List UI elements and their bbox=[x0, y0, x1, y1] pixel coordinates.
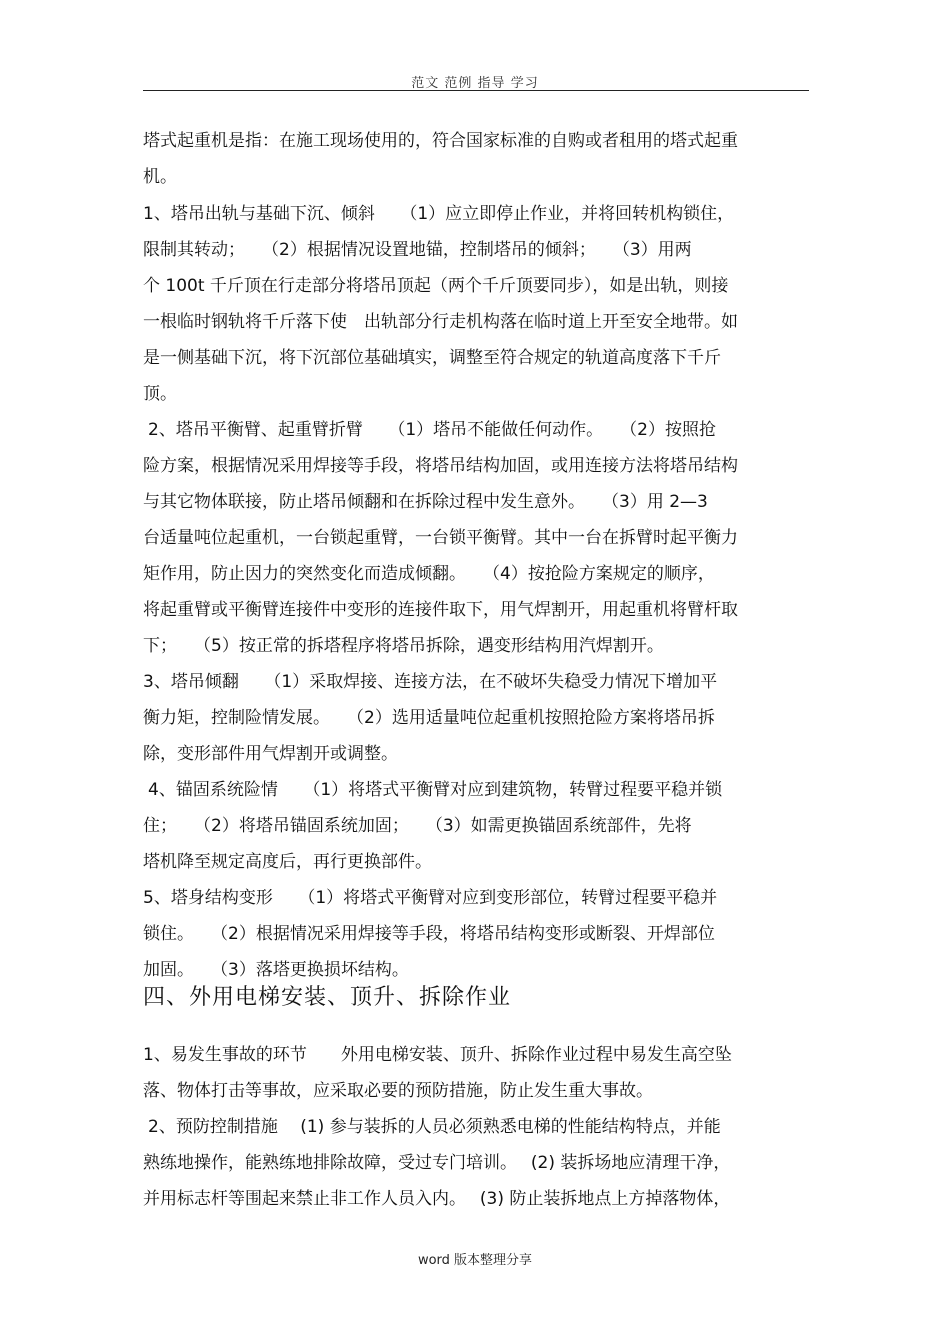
section-heading: 四、外用电梯安装、顶升、拆除作业 bbox=[143, 985, 512, 1010]
body-line: 矩作用，防止因力的突然变化而造成倾翻。 （4）按抢险方案规定的顺序， bbox=[143, 564, 715, 584]
body-line: 1、塔吊出轨与基础下沉、倾斜 （1）应立即停止作业，并将回转机构锁住， bbox=[143, 204, 735, 224]
body-line: 机。 bbox=[143, 167, 177, 187]
body-line: 衡力矩，控制险情发展。 （2）选用适量吨位起重机按照抢险方案将塔吊拆 bbox=[143, 708, 715, 728]
body-line: 2、塔吊平衡臂、起重臂折臂 （1）塔吊不能做任何动作。 （2）按照抢 bbox=[148, 420, 716, 440]
body-line: 锁住。 （2）根据情况采用焊接等手段，将塔吊结构变形或断裂、开焊部位 bbox=[143, 924, 715, 944]
body-line: 是一侧基础下沉，将下沉部位基础填实，调整至符合规定的轨道高度落下千斤 bbox=[143, 348, 721, 368]
body-line: 除，变形部件用气焊割开或调整。 bbox=[143, 744, 398, 764]
body-line: 3、塔吊倾翻 （1）采取焊接、连接方法，在不破坏失稳受力情况下增加平 bbox=[143, 672, 718, 692]
body-line: 塔机降至规定高度后，再行更换部件。 bbox=[143, 852, 432, 872]
header-divider bbox=[143, 90, 809, 91]
section-line: 2、预防控制措施 (1) 参与装拆的人员必须熟悉电梯的性能结构特点，并能 bbox=[148, 1117, 721, 1137]
body-line: 台适量吨位起重机，一台锁起重臂，一台锁平衡臂。其中一台在拆臂时起平衡力 bbox=[143, 528, 738, 548]
section-line: 熟练地操作，能熟练地排除故障，受过专门培训。 (2) 装拆场地应清理干净， bbox=[143, 1153, 731, 1173]
body-line: 一根临时钢轨将千斤落下使 出轨部分行走机构落在临时道上开至安全地带。如 bbox=[143, 312, 738, 332]
body-line: 4、锚固系统险情 （1）将塔式平衡臂对应到建筑物，转臂过程要平稳并锁 bbox=[148, 780, 723, 800]
body-line: 限制其转动； （2）根据情况设置地锚，控制塔吊的倾斜； （3）用两 bbox=[143, 240, 692, 260]
body-line: 顶。 bbox=[143, 384, 177, 404]
body-line: 将起重臂或平衡臂连接件中变形的连接件取下，用气焊割开，用起重机将臂杆取 bbox=[143, 600, 738, 620]
body-line: 个 100t 千斤顶在行走部分将塔吊顶起（两个千斤顶要同步），如是出轨，则接 bbox=[143, 276, 729, 296]
body-line: 5、塔身结构变形 （1）将塔式平衡臂对应到变形部位，转臂过程要平稳并 bbox=[143, 888, 718, 908]
section-line: 1、易发生事故的环节 外用电梯安装、顶升、拆除作业过程中易发生高空坠 bbox=[143, 1045, 732, 1065]
body-line: 塔式起重机是指：在施工现场使用的，符合国家标准的自购或者租用的塔式起重 bbox=[143, 131, 738, 151]
body-line: 住； （2）将塔吊锚固系统加固； （3）如需更换锚固系统部件，先将 bbox=[143, 816, 692, 836]
body-line: 下； （5）按正常的拆塔程序将塔吊拆除，遇变形结构用汽焊割开。 bbox=[143, 636, 664, 656]
page-footer: word 版本整理分享 bbox=[417, 1253, 533, 1268]
section-line: 落、物体打击等事故，应采取必要的预防措施，防止发生重大事故。 bbox=[143, 1081, 653, 1101]
section-line: 并用标志杆等围起来禁止非工作人员入内。 (3) 防止装拆地点上方掉落物体， bbox=[143, 1189, 731, 1209]
body-line: 与其它物体联接，防止塔吊倾翻和在拆除过程中发生意外。 （3）用 2—3 bbox=[143, 492, 708, 512]
header-title: 范文 范例 指导 学习 bbox=[411, 76, 539, 91]
body-line: 险方案，根据情况采用焊接等手段，将塔吊结构加固，或用连接方法将塔吊结构 bbox=[143, 456, 738, 476]
body-line: 加固。 （3）落塔更换损坏结构。 bbox=[143, 960, 409, 980]
